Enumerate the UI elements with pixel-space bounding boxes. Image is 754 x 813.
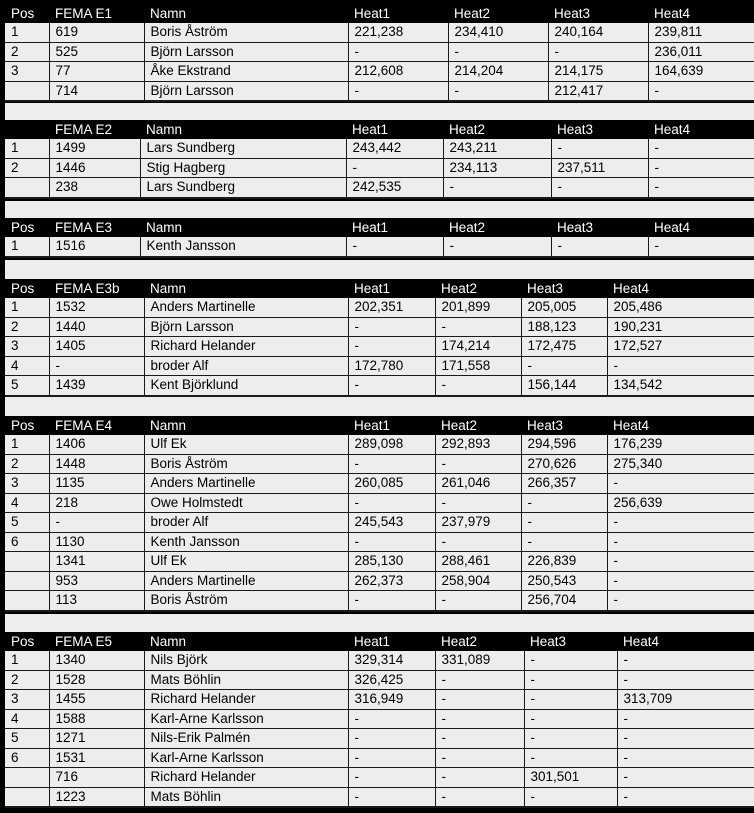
table-cell: Richard Helander bbox=[144, 690, 348, 710]
header-cell: Heat4 bbox=[607, 280, 754, 298]
results-table-3 bbox=[5, 219, 754, 258]
table-cell: 2 bbox=[5, 42, 49, 62]
table-cell: Kenth Jansson bbox=[140, 237, 346, 257]
table-cell: Anders Martinelle bbox=[144, 298, 348, 317]
header-cell: FEMA E4 bbox=[49, 417, 144, 435]
table-cell: Ulf Ek bbox=[144, 435, 348, 454]
table-gap bbox=[5, 614, 754, 632]
table-cell: 275,340 bbox=[607, 454, 754, 474]
results-table-1 bbox=[5, 5, 754, 102]
table-cell: 226,839 bbox=[521, 552, 607, 572]
table-cell: - bbox=[348, 591, 435, 611]
table-cell: 218 bbox=[49, 493, 144, 513]
table-cell: 301,501 bbox=[524, 768, 617, 788]
table-header-row bbox=[5, 280, 754, 298]
table-cell: Richard Helander bbox=[144, 768, 348, 788]
table-cell: 238 bbox=[49, 178, 140, 198]
table-cell: - bbox=[435, 690, 524, 710]
table-cell: - bbox=[435, 748, 524, 768]
table-cell: - bbox=[524, 690, 617, 710]
table-cell: 256,639 bbox=[607, 493, 754, 513]
header-cell: Heat2 bbox=[443, 219, 551, 237]
table-cell: - bbox=[435, 532, 521, 552]
table-cell: - bbox=[435, 493, 521, 513]
table-cell: - bbox=[617, 768, 754, 788]
header-cell: Namn bbox=[144, 633, 348, 651]
table-cell: - bbox=[49, 356, 144, 376]
table-cell: broder Alf bbox=[144, 513, 348, 533]
table-row bbox=[5, 729, 754, 749]
table-row bbox=[5, 139, 754, 158]
header-cell: Heat3 bbox=[521, 417, 607, 435]
table-cell: 201,899 bbox=[435, 298, 521, 317]
table-cell: - bbox=[521, 493, 607, 513]
table-cell: 221,238 bbox=[348, 23, 448, 42]
table-cell: - bbox=[448, 81, 548, 101]
table-cell: 1 bbox=[5, 651, 49, 670]
table-cell: Karl-Arne Karlsson bbox=[144, 709, 348, 729]
table-cell: Anders Martinelle bbox=[144, 571, 348, 591]
table-cell: - bbox=[648, 237, 754, 257]
table-cell: 1516 bbox=[49, 237, 140, 257]
table-cell: - bbox=[524, 787, 617, 807]
table-cell: 1130 bbox=[49, 532, 144, 552]
table-cell bbox=[5, 591, 49, 611]
table-gap bbox=[5, 260, 754, 279]
table-cell: - bbox=[435, 787, 524, 807]
table-row bbox=[5, 532, 754, 552]
table-cell: - bbox=[607, 552, 754, 572]
table-cell: Kenth Jansson bbox=[144, 532, 348, 552]
table-cell: 289,098 bbox=[348, 435, 435, 454]
table-cell: 1 bbox=[5, 23, 49, 42]
table-cell: 1446 bbox=[49, 158, 140, 178]
table-cell: 1405 bbox=[49, 337, 144, 357]
table-cell: - bbox=[607, 513, 754, 533]
table-cell: 714 bbox=[49, 81, 144, 101]
table-cell: 5 bbox=[5, 513, 49, 533]
table-cell: Mats Böhlin bbox=[144, 670, 348, 690]
table-cell: - bbox=[648, 178, 754, 198]
table-cell: - bbox=[551, 139, 648, 158]
table-cell: 1406 bbox=[49, 435, 144, 454]
table-cell: - bbox=[548, 42, 648, 62]
table-cell: 2 bbox=[5, 670, 49, 690]
table-cell: - bbox=[348, 42, 448, 62]
header-cell: Heat4 bbox=[648, 5, 754, 23]
header-cell: Heat3 bbox=[551, 219, 648, 237]
table-row bbox=[5, 513, 754, 533]
results-table-6 bbox=[5, 633, 754, 808]
table-cell: 212,417 bbox=[548, 81, 648, 101]
header-cell: FEMA E5 bbox=[49, 633, 144, 651]
header-cell: Heat3 bbox=[551, 121, 648, 139]
table-row bbox=[5, 474, 754, 494]
table-cell: 234,410 bbox=[448, 23, 548, 42]
table-cell: - bbox=[435, 454, 521, 474]
table-row bbox=[5, 591, 754, 611]
header-cell: Pos bbox=[5, 5, 49, 23]
table-cell: 258,904 bbox=[435, 571, 521, 591]
table-cell: - bbox=[617, 729, 754, 749]
table-cell: 5 bbox=[5, 729, 49, 749]
table-cell: - bbox=[348, 709, 435, 729]
table-cell: Björn Larsson bbox=[144, 317, 348, 337]
table-cell: Ulf Ek bbox=[144, 552, 348, 572]
table-cell: 1 bbox=[5, 139, 49, 158]
table-cell: 214,175 bbox=[548, 62, 648, 82]
table-cell: 176,239 bbox=[607, 435, 754, 454]
table-cell: 240,164 bbox=[548, 23, 648, 42]
table-cell: 205,486 bbox=[607, 298, 754, 317]
table-cell: 1440 bbox=[49, 317, 144, 337]
header-cell: Heat2 bbox=[448, 5, 548, 23]
table-cell: 171,558 bbox=[435, 356, 521, 376]
table-cell: - bbox=[435, 709, 524, 729]
table-cell: 134,542 bbox=[607, 376, 754, 396]
table-cell: 2 bbox=[5, 317, 49, 337]
table-cell bbox=[5, 552, 49, 572]
table-cell: 1 bbox=[5, 298, 49, 317]
table-row bbox=[5, 337, 754, 357]
table-cell: Boris Åström bbox=[144, 591, 348, 611]
table-cell: - bbox=[617, 748, 754, 768]
table-row bbox=[5, 454, 754, 474]
table-cell: Mats Böhlin bbox=[144, 787, 348, 807]
table-header-row bbox=[5, 417, 754, 435]
table-cell: 188,123 bbox=[521, 317, 607, 337]
table-cell: 3 bbox=[5, 62, 49, 82]
header-cell: Namn bbox=[140, 121, 346, 139]
table-cell: 316,949 bbox=[348, 690, 435, 710]
table-cell: 1448 bbox=[49, 454, 144, 474]
table-row bbox=[5, 356, 754, 376]
results-table-2 bbox=[5, 121, 754, 199]
table-cell: - bbox=[521, 532, 607, 552]
table-cell: 2 bbox=[5, 454, 49, 474]
table-row bbox=[5, 435, 754, 454]
table-row bbox=[5, 23, 754, 42]
table-cell: - bbox=[435, 729, 524, 749]
table-cell: - bbox=[435, 591, 521, 611]
table-cell: 237,511 bbox=[551, 158, 648, 178]
table-cell: - bbox=[607, 474, 754, 494]
table-cell: 256,704 bbox=[521, 591, 607, 611]
table-row bbox=[5, 787, 754, 807]
header-cell: Namn bbox=[140, 219, 346, 237]
table-cell: 260,085 bbox=[348, 474, 435, 494]
header-cell: Heat3 bbox=[521, 280, 607, 298]
table-cell: Björn Larsson bbox=[144, 81, 348, 101]
header-cell: Heat3 bbox=[524, 633, 617, 651]
table-cell: - bbox=[348, 454, 435, 474]
table-cell: Björn Larsson bbox=[144, 42, 348, 62]
header-cell: Heat4 bbox=[607, 417, 754, 435]
table-cell: 190,231 bbox=[607, 317, 754, 337]
table-cell: - bbox=[607, 356, 754, 376]
table-cell: - bbox=[346, 237, 443, 257]
header-cell: Heat1 bbox=[348, 5, 448, 23]
table-cell: - bbox=[348, 337, 435, 357]
table-row bbox=[5, 376, 754, 396]
header-cell: Pos bbox=[5, 219, 49, 237]
header-cell: Namn bbox=[144, 5, 348, 23]
table-gap bbox=[5, 103, 754, 120]
table-cell: - bbox=[648, 158, 754, 178]
table-row bbox=[5, 158, 754, 178]
header-cell: Heat4 bbox=[648, 121, 754, 139]
table-header-row bbox=[5, 633, 754, 651]
table-cell: Åke Ekstrand bbox=[144, 62, 348, 82]
table-cell: 4 bbox=[5, 356, 49, 376]
table-cell: - bbox=[348, 317, 435, 337]
header-cell: Heat1 bbox=[348, 633, 435, 651]
header-cell: Heat2 bbox=[435, 417, 521, 435]
table-cell: - bbox=[648, 139, 754, 158]
table-cell: - bbox=[443, 178, 551, 198]
table-cell: 172,475 bbox=[521, 337, 607, 357]
header-cell: Heat2 bbox=[443, 121, 551, 139]
table-cell: 2 bbox=[5, 158, 49, 178]
header-cell: Heat2 bbox=[435, 633, 524, 651]
table-cell: Richard Helander bbox=[144, 337, 348, 357]
table-row bbox=[5, 690, 754, 710]
table-cell: 1532 bbox=[49, 298, 144, 317]
header-cell: Heat1 bbox=[348, 280, 435, 298]
table-cell: - bbox=[435, 670, 524, 690]
table-cell: 205,005 bbox=[521, 298, 607, 317]
table-row bbox=[5, 768, 754, 788]
table-cell: - bbox=[521, 513, 607, 533]
table-cell: - bbox=[617, 709, 754, 729]
table-row bbox=[5, 552, 754, 572]
table-cell: 250,543 bbox=[521, 571, 607, 591]
table-cell: - bbox=[524, 729, 617, 749]
table-cell: broder Alf bbox=[144, 356, 348, 376]
table-cell: 113 bbox=[49, 591, 144, 611]
table-cell: Lars Sundberg bbox=[140, 178, 346, 198]
table-cell: 172,780 bbox=[348, 356, 435, 376]
table-cell: - bbox=[346, 158, 443, 178]
table-cell: Karl-Arne Karlsson bbox=[144, 748, 348, 768]
table-cell: 1 bbox=[5, 237, 49, 257]
table-cell bbox=[5, 178, 49, 198]
table-cell: - bbox=[435, 768, 524, 788]
table-cell: - bbox=[348, 748, 435, 768]
table-cell: Boris Åström bbox=[144, 23, 348, 42]
table-cell: 5 bbox=[5, 376, 49, 396]
table-row bbox=[5, 81, 754, 101]
table-cell: 172,527 bbox=[607, 337, 754, 357]
table-cell: 164,639 bbox=[648, 62, 754, 82]
table-cell: 294,596 bbox=[521, 435, 607, 454]
table-cell: 525 bbox=[49, 42, 144, 62]
table-row bbox=[5, 317, 754, 337]
header-cell bbox=[5, 121, 49, 139]
table-cell: - bbox=[617, 670, 754, 690]
header-cell: FEMA E1 bbox=[49, 5, 144, 23]
header-cell: Heat2 bbox=[435, 280, 521, 298]
header-cell: Pos bbox=[5, 280, 49, 298]
table-row bbox=[5, 709, 754, 729]
table-cell: 245,543 bbox=[348, 513, 435, 533]
header-cell: Heat3 bbox=[548, 5, 648, 23]
table-cell: 236,011 bbox=[648, 42, 754, 62]
table-cell: Nils-Erik Palmén bbox=[144, 729, 348, 749]
table-cell: - bbox=[551, 178, 648, 198]
table-cell: 3 bbox=[5, 474, 49, 494]
table-cell bbox=[5, 787, 49, 807]
table-cell: 1271 bbox=[49, 729, 144, 749]
header-cell: FEMA E2 bbox=[49, 121, 140, 139]
table-cell: 288,461 bbox=[435, 552, 521, 572]
table-row bbox=[5, 237, 754, 257]
results-table-5 bbox=[5, 417, 754, 612]
table-cell: Boris Åström bbox=[144, 454, 348, 474]
table-cell: - bbox=[607, 591, 754, 611]
table-cell: 716 bbox=[49, 768, 144, 788]
header-cell: Heat4 bbox=[648, 219, 754, 237]
table-row bbox=[5, 178, 754, 198]
table-row bbox=[5, 493, 754, 513]
table-row bbox=[5, 670, 754, 690]
table-cell bbox=[5, 768, 49, 788]
table-cell: 202,351 bbox=[348, 298, 435, 317]
table-gap bbox=[5, 201, 754, 218]
table-cell: 292,893 bbox=[435, 435, 521, 454]
header-cell: Pos bbox=[5, 633, 49, 651]
header-cell: Heat1 bbox=[346, 121, 443, 139]
table-cell: - bbox=[524, 709, 617, 729]
table-cell: 619 bbox=[49, 23, 144, 42]
table-cell bbox=[5, 81, 49, 101]
table-cell: Stig Hagberg bbox=[140, 158, 346, 178]
table-cell: Anders Martinelle bbox=[144, 474, 348, 494]
header-cell: Pos bbox=[5, 417, 49, 435]
table-cell: 214,204 bbox=[448, 62, 548, 82]
table-cell: 1340 bbox=[49, 651, 144, 670]
table-cell: 242,535 bbox=[346, 178, 443, 198]
table-cell: - bbox=[348, 729, 435, 749]
table-cell: - bbox=[607, 571, 754, 591]
table-cell: 156,144 bbox=[521, 376, 607, 396]
table-cell: 239,811 bbox=[648, 23, 754, 42]
table-gap bbox=[5, 397, 754, 416]
table-cell: - bbox=[49, 513, 144, 533]
table-cell: 285,130 bbox=[348, 552, 435, 572]
table-cell: 329,314 bbox=[348, 651, 435, 670]
table-cell: - bbox=[607, 532, 754, 552]
table-cell: 266,357 bbox=[521, 474, 607, 494]
table-cell: 243,442 bbox=[346, 139, 443, 158]
table-cell: 1528 bbox=[49, 670, 144, 690]
table-cell: 270,626 bbox=[521, 454, 607, 474]
table-cell: 234,113 bbox=[443, 158, 551, 178]
table-cell: 1439 bbox=[49, 376, 144, 396]
table-cell: - bbox=[648, 81, 754, 101]
table-row bbox=[5, 571, 754, 591]
header-cell: Namn bbox=[144, 280, 348, 298]
table-cell: 1 bbox=[5, 435, 49, 454]
table-cell: 174,214 bbox=[435, 337, 521, 357]
table-cell: - bbox=[443, 237, 551, 257]
table-cell: 326,425 bbox=[348, 670, 435, 690]
table-header-row bbox=[5, 121, 754, 139]
table-cell: 4 bbox=[5, 709, 49, 729]
table-cell: - bbox=[348, 768, 435, 788]
table-cell: 1531 bbox=[49, 748, 144, 768]
table-cell: - bbox=[448, 42, 548, 62]
header-cell: FEMA E3 bbox=[49, 219, 140, 237]
table-cell: - bbox=[435, 376, 521, 396]
table-cell: - bbox=[617, 787, 754, 807]
table-cell: 953 bbox=[49, 571, 144, 591]
table-cell: - bbox=[617, 651, 754, 670]
table-cell: 313,709 bbox=[617, 690, 754, 710]
table-cell: 262,373 bbox=[348, 571, 435, 591]
table-cell: Kent Björklund bbox=[144, 376, 348, 396]
table-row bbox=[5, 298, 754, 317]
table-cell: - bbox=[524, 651, 617, 670]
table-cell: 1135 bbox=[49, 474, 144, 494]
header-cell: Heat4 bbox=[617, 633, 754, 651]
table-cell: 237,979 bbox=[435, 513, 521, 533]
table-cell: Owe Holmstedt bbox=[144, 493, 348, 513]
table-cell: 6 bbox=[5, 748, 49, 768]
table-cell: - bbox=[348, 81, 448, 101]
table-cell: 6 bbox=[5, 532, 49, 552]
table-cell: Lars Sundberg bbox=[140, 139, 346, 158]
header-cell: Heat1 bbox=[348, 417, 435, 435]
table-cell: - bbox=[524, 670, 617, 690]
table-cell: 1223 bbox=[49, 787, 144, 807]
table-cell: Nils Björk bbox=[144, 651, 348, 670]
table-cell: 1455 bbox=[49, 690, 144, 710]
table-cell: 331,089 bbox=[435, 651, 524, 670]
table-row bbox=[5, 651, 754, 670]
table-cell: - bbox=[348, 493, 435, 513]
table-cell: 1588 bbox=[49, 709, 144, 729]
table-cell: - bbox=[348, 532, 435, 552]
header-cell: Heat1 bbox=[346, 219, 443, 237]
table-cell: 1341 bbox=[49, 552, 144, 572]
table-cell: 77 bbox=[49, 62, 144, 82]
table-cell: 3 bbox=[5, 690, 49, 710]
results-table-4 bbox=[5, 280, 754, 397]
table-header-row bbox=[5, 5, 754, 23]
table-cell: 4 bbox=[5, 493, 49, 513]
table-cell bbox=[5, 571, 49, 591]
table-cell: 243,211 bbox=[443, 139, 551, 158]
table-cell: - bbox=[348, 787, 435, 807]
table-cell: - bbox=[348, 376, 435, 396]
table-cell: 212,608 bbox=[348, 62, 448, 82]
table-row bbox=[5, 62, 754, 82]
table-cell: 261,046 bbox=[435, 474, 521, 494]
header-cell: FEMA E3b bbox=[49, 280, 144, 298]
header-cell: Namn bbox=[144, 417, 348, 435]
table-row bbox=[5, 42, 754, 62]
table-header-row bbox=[5, 219, 754, 237]
table-row bbox=[5, 748, 754, 768]
table-cell: - bbox=[551, 237, 648, 257]
table-cell: 3 bbox=[5, 337, 49, 357]
table-cell: 1499 bbox=[49, 139, 140, 158]
table-cell: - bbox=[521, 356, 607, 376]
table-cell: - bbox=[524, 748, 617, 768]
table-cell: - bbox=[435, 317, 521, 337]
